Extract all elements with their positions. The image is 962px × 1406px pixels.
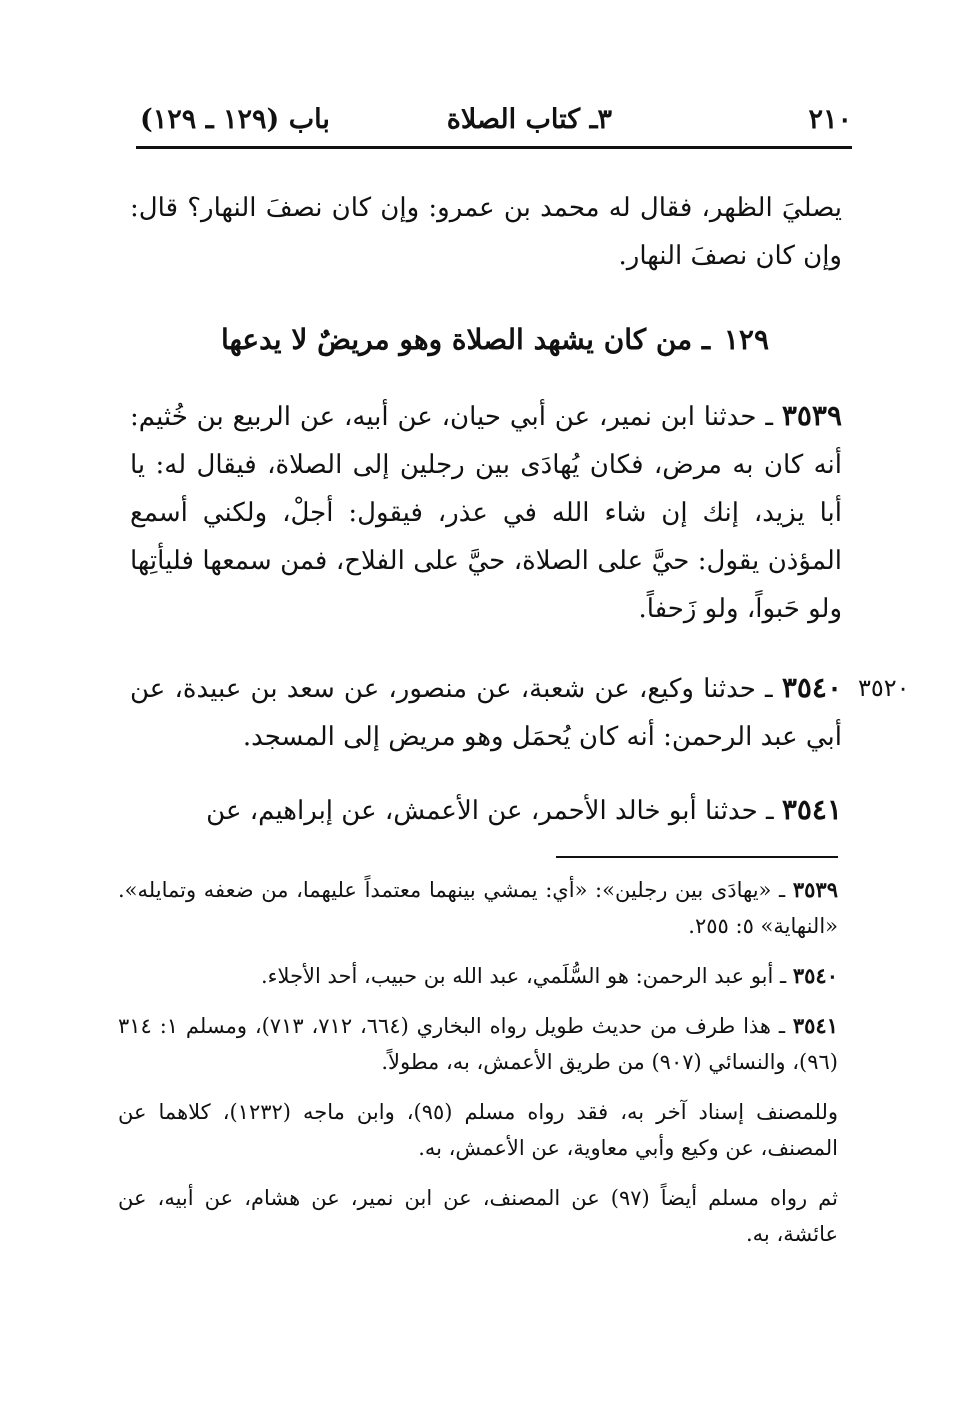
hadith-text: ـ حدثنا وكيع، عن شعبة، عن منصور، عن سعد بن عبيدة، عن أبي عبد الرحمن: أنه كان يُحمَل وهو مريض إلى المسجد. (130, 674, 842, 752)
chapter-heading-number: ١٢٩ (723, 323, 770, 356)
footnote-text: وللمصنف إسناد آخر به، فقد رواه مسلم (٩٥)، وابن ماجه (١٢٣٢)، كلاهما عن المصنف، عن وكيع وأبي معاوية، عن الأعمش، به. (118, 1100, 838, 1160)
hadith-number: ٣٥٣٩ (781, 399, 842, 432)
footnote (118, 1094, 838, 1166)
footnote (118, 872, 838, 944)
continued-paragraph: يصليَ الظهر، فقال له محمد بن عمرو: وإن كان نصفَ النهار؟ قال: وإن كان نصفَ النهار. (130, 193, 842, 271)
footnote-text: ـ «يهادَى بين رجلين»: «أي: يمشي بينهما معتمداً عليهما، من ضعفه وتمايله». «النهاية» ٥: ٢٥٥. (118, 878, 838, 938)
footnote-text: ثم رواه مسلم أيضاً (٩٧) عن المصنف، عن ابن نمير، عن هشام، عن أبيه، عن عائشة، به. (118, 1186, 838, 1246)
section-range: باب (١٢٩ ـ ١٢٩) (140, 104, 330, 135)
hadith-paragraph (130, 786, 842, 835)
chapter-heading-text: ـ من كان يشهد الصلاة وهو مريضٌ لا يدعها (220, 323, 711, 356)
hadith-paragraph (130, 392, 842, 633)
footnote-text: ـ هذا طرف من حديث طويل رواه البخاري (٦٦٤، ٧١٢، ٧١٣)، ومسلم ١: ٣١٤ (٩٦)، والنسائي (٩٠٧) من طريق الأعمش، به، مطولاً. (118, 1014, 838, 1074)
page-number: ٢١٠ (808, 104, 852, 135)
header-rule (136, 146, 852, 149)
margin-reference-number: ٣٥٢٠ (858, 674, 910, 702)
hadith-text: ـ حدثنا ابن نمير، عن أبي حيان، عن أبيه، عن الربيع بن خُثيم: أنه كان به مرض، فكان يُهادَى بين رجلين إلى الصلاة، فيقال له: يا أبا يزيد، إنك إن شاء الله في عذر، فيقول: أجلْ، ولكني أسمع المؤذن يقول: حيَّ على الصلاة، حيَّ على الفلاح، فمن سمعها فليأتِها ولو حَبواً، ولو زَحفاً. (130, 402, 842, 624)
footnote (118, 1180, 838, 1252)
footnote-rule (556, 856, 838, 858)
hadith-number: ٣٥٤٠ (781, 671, 842, 704)
hadith-text: ـ حدثنا أبو خالد الأحمر، عن الأعمش، عن إبراهيم، عن (206, 796, 774, 826)
chapter-heading (150, 318, 840, 362)
footnote-number: ٣٥٣٩ (792, 877, 838, 902)
footnote-number: ٣٥٤٠ (792, 963, 838, 988)
hadith-number: ٣٥٤١ (781, 793, 842, 826)
footnotes (118, 872, 838, 1266)
hadith-paragraph (130, 664, 842, 761)
chapter-title: ٣ـ كتاب الصلاة (446, 104, 612, 135)
footnote-text: ـ أبو عبد الرحمن: هو السُّلَمي، عبد الله بن حبيب، أحد الأجلاء. (260, 964, 787, 988)
footnote-number: ٣٥٤١ (792, 1013, 838, 1038)
footnote (118, 1008, 838, 1080)
running-header (136, 104, 852, 144)
footnote (118, 958, 838, 994)
